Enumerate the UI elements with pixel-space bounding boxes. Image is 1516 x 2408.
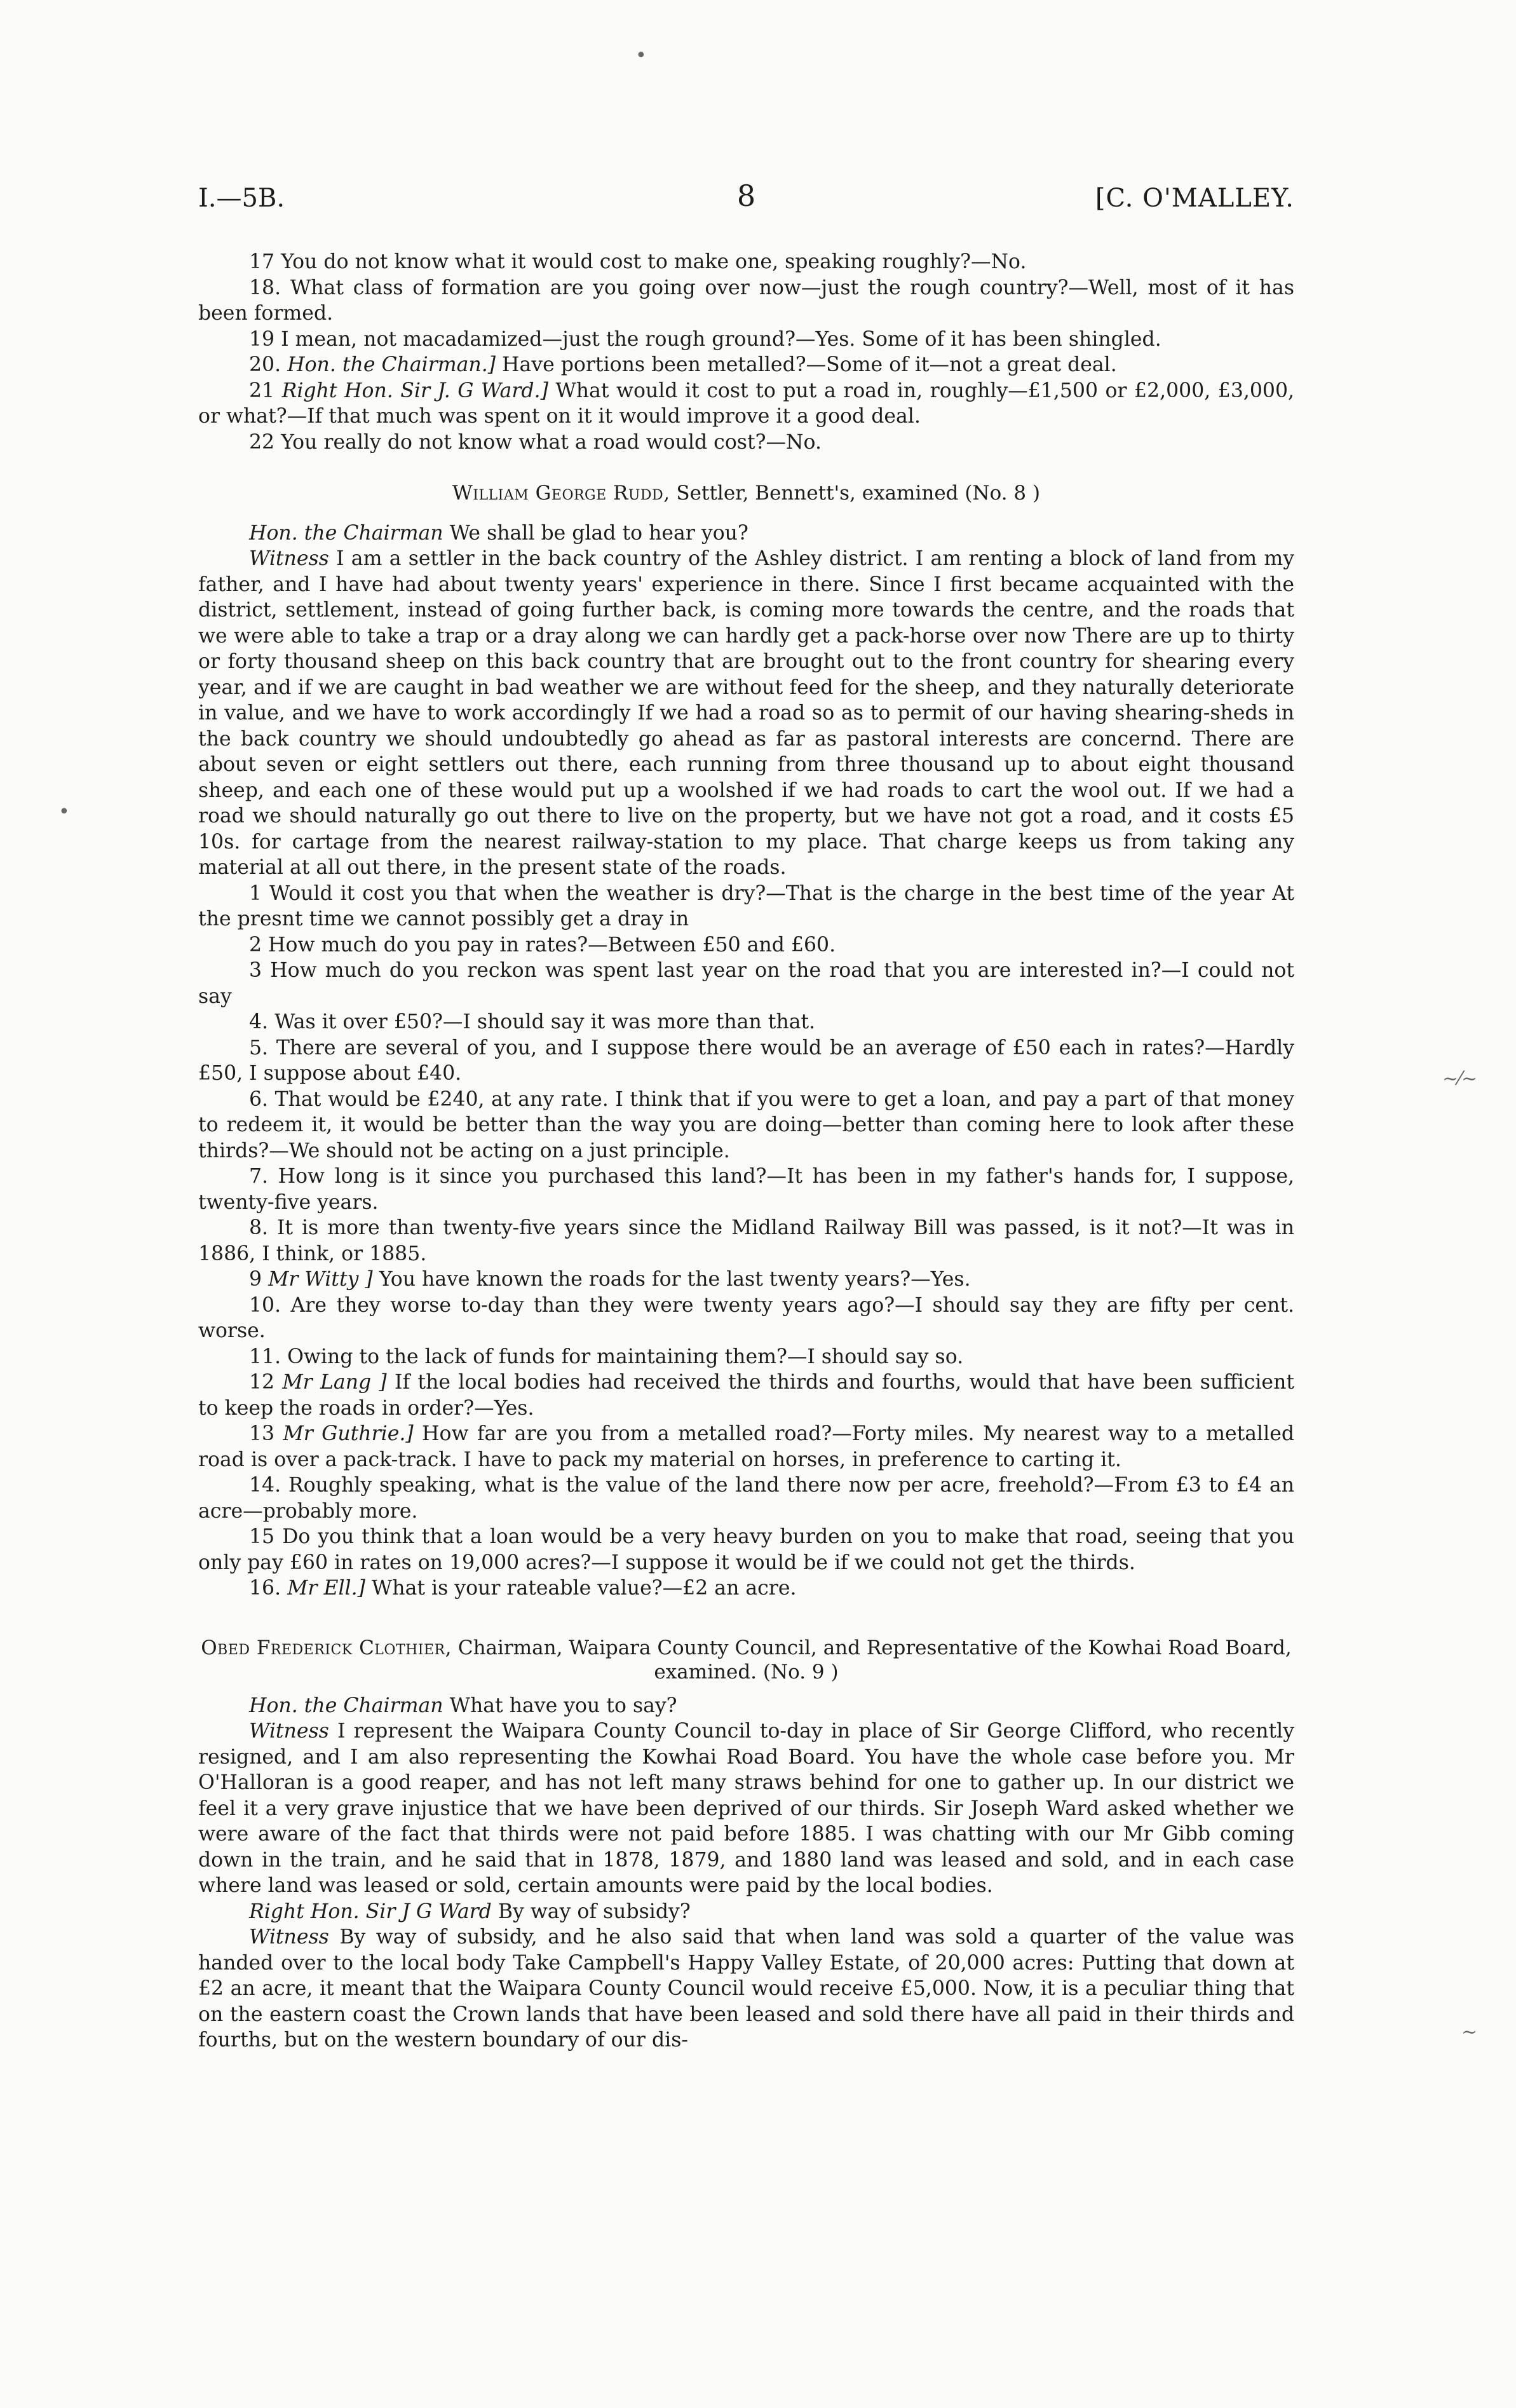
statement-paragraph: Witness By way of subsidy, and he also said that when land was sold a quarter of the value was handed over to the local body Take Campbell's Happy Valley Estate, of 20,000 acres: Putting that down at £2 an acre, it meant that the Waipara County Council would receive £5,000. Now, it is a peculiar thing that on the eastern coast the Crown lands that have been leased and sold there have all paid in their thirds and fourths, but on the western boundary of our dis- <box>198 1926 1295 2051</box>
speaker-label: Mr Lang ] <box>282 1371 387 1394</box>
witness-name: William George Rudd, <box>452 482 670 505</box>
clothier-evidence <box>198 1693 1294 2053</box>
question-paragraph: 12 Mr Lang ] If the local bodies had received the thirds and fourths, would that have been sufficient to keep the roads in order?—Yes. <box>198 1371 1295 1420</box>
question-paragraph: 7. How long is it since you purchased this land?—It has been in my father's hands for, I suppose, twenty-five years. <box>198 1165 1294 1214</box>
question-paragraph: 18. What class of formation are you going over now—just the rough country?—Well, most of it has been formed. <box>198 276 1294 325</box>
question-paragraph: 15 Do you think that a loan would be a very heavy burden on you to make that road, seeing that you only pay £60 in rates on 19,000 acres?—I suppose it would be if we could not get the thirds. <box>198 1525 1294 1574</box>
ink-speck: • <box>58 801 70 823</box>
margin-squiggle-mark: ~⁄~ <box>1442 1068 1478 1090</box>
speaker-label: Witness <box>249 1926 329 1949</box>
question-paragraph: 5. There are several of you, and I suppose there would be an average of £50 each in rates?—Hardly £50, I suppose about £40. <box>198 1036 1294 1085</box>
witness-name: Obed Frederick Clothier, <box>201 1636 452 1659</box>
statement-paragraph: Witness I am a settler in the back country of the Ashley district. I am renting a block of land from my father, and I have had about twenty years' experience in there. Since I first became acquainted with the district, settlement, instead of going further back, is coming more towards the centre, and the roads that we were able to take a trap or a dray along we can hardly get a pack-horse over now There are up to thirty or forty thousand sheep on this back country that are brought out to the front country for shearing every year, and if we are caught in bad weather we are without feed for the sheep, and they naturally deteriorate in value, and we have to work accordingly If we had a road so as to permit of our having shearing-sheds in the back country we should undoubtedly go ahead as far as pastoral interests are concernd. There are about seven or eight settlers out there, each running from three thousand up to about eight thousand sheep, and each one of these would put up a woolshed if we had roads to cart the wool out. If we had a road we should naturally go out there to live on the property, but we have not got a road, and it costs £5 10s. for cartage from the nearest railway-station to my place. That charge keeps us from taking any material at all out there, in the present state of the roads. <box>198 547 1294 879</box>
speaker-label: Hon. the Chairman <box>249 521 443 545</box>
speaker-label: Mr Witty ] <box>268 1268 373 1291</box>
question-paragraph: 9 Mr Witty ] You have known the roads for the last twenty years?—Yes. <box>249 1268 971 1291</box>
question-paragraph: 10. Are they worse to-day than they were twenty years ago?—I should say they are fifty per cent. worse. <box>198 1293 1294 1342</box>
witness-title: Settler, Bennett's, examined (No. 8 ) <box>676 482 1041 505</box>
speaker-label: Mr Ell.] <box>287 1577 365 1600</box>
question-paragraph: 3 How much do you reckon was spent last year on the road that you are interested in?—I could not say <box>198 959 1294 1008</box>
question-paragraph: 22 You really do not know what a road would cost?—No. <box>249 430 822 454</box>
ink-speck: • <box>635 44 647 67</box>
statement-paragraph: Right Hon. Sir J G Ward By way of subsidy? <box>249 1900 691 1923</box>
page-body <box>198 179 1295 2053</box>
speaker-label: Right Hon. Sir J G Ward <box>249 1900 492 1923</box>
question-paragraph: 19 I mean, not macadamized—just the rough ground?—Yes. Some of it has been shingled. <box>249 327 1161 351</box>
speaker-label: Hon. the Chairman <box>249 1694 443 1717</box>
speaker-label: Witness <box>249 547 329 570</box>
witness-heading-rudd <box>198 480 1294 507</box>
question-paragraph: 20. Hon. the Chairman.] Have portions been metalled?—Some of it—not a great deal. <box>249 353 1117 376</box>
question-paragraph: 21 Right Hon. Sir J. G Ward.] What would it cost to put a road in, roughly—£1,500 or £2,000, £3,000, or what?—If that much was spent on it it would improve it a good deal. <box>198 379 1295 428</box>
speaker-label: Mr Guthrie.] <box>283 1422 414 1445</box>
statement-paragraph: Hon. the Chairman What have you to say? <box>249 1694 677 1717</box>
question-paragraph: 8. It is more than twenty-five years since the Midland Railway Bill was passed, is it not?—It was in 1886, I think, or 1885. <box>198 1216 1294 1265</box>
rudd-evidence <box>198 520 1294 1602</box>
question-paragraph: 16. Mr Ell.] What is your rateable value?—£2 an acre. <box>249 1577 797 1600</box>
statement-paragraph: Witness I represent the Waipara County Council to-day in place of Sir George Clifford, who recently resigned, and I am also representing the Kowhai Road Board. You have the whole case before you. Mr O'Halloran is a good reaper, and has not left many straws behind for one to gather up. In our district we feel it a very grave injustice that we have been deprived of our thirds. Sir Joseph Ward asked whether we were aware of the fact that thirds were not paid before 1885. I was chatting with our Mr Gibb coming down in the train, and he said that in 1878, 1879, and 1880 land was leased and sold, and in each case where land was leased or sold, certain amounts were paid by the local bodies. <box>198 1720 1295 1897</box>
speaker-label: Hon. the Chairman.] <box>287 353 496 376</box>
running-header <box>198 179 1294 224</box>
speaker-label: Witness <box>249 1720 329 1743</box>
question-paragraph: 4. Was it over £50?—I should say it was more than that. <box>249 1010 816 1033</box>
margin-squiggle-mark: ~ <box>1461 2021 1478 2043</box>
page-number: 8 <box>736 179 756 213</box>
speaker-label: Right Hon. Sir J. G Ward.] <box>281 379 548 402</box>
document-code: I.—5B. <box>198 184 285 213</box>
question-paragraph: 1 Would it cost you that when the weather is dry?—That is the charge in the best time of the year At the presnt time we cannot possibly get a dray in <box>198 881 1294 930</box>
question-paragraph: 13 Mr Guthrie.] How far are you from a metalled road?—Forty miles. My nearest way to a metalled road is over a pack-track. I have to pack my material on horses, in preference to carting it. <box>198 1422 1295 1471</box>
question-paragraph: 11. Owing to the lack of funds for maintaining them?—I should say so. <box>249 1345 964 1368</box>
question-paragraph: 14. Roughly speaking, what is the value of the land there now per acre, freehold?—From £3 to £4 an acre—probably more. <box>198 1474 1294 1523</box>
witness-title: Chairman, Waipara County Council, and Representative of the Kowhai Road Board, examined. (No. 9 ) <box>457 1636 1292 1684</box>
witness-name-header: [C. O'MALLEY. <box>1095 184 1294 213</box>
question-paragraph: 17 You do not know what it would cost to make one, speaking roughly?—No. <box>249 250 1027 273</box>
continued-questions <box>198 249 1294 455</box>
question-paragraph: 6. That would be £240, at any rate. I think that if you were to get a loan, and pay a part of that money to redeem it, it would be better than the way you are doing—better than coming here to look after these thirds?—We should not be acting on a just principle. <box>198 1087 1294 1162</box>
statement-paragraph: Hon. the Chairman We shall be glad to hear you? <box>249 521 748 545</box>
question-paragraph: 2 How much do you pay in rates?—Between £50 and £60. <box>249 933 836 956</box>
witness-heading-clothier <box>198 1636 1294 1684</box>
